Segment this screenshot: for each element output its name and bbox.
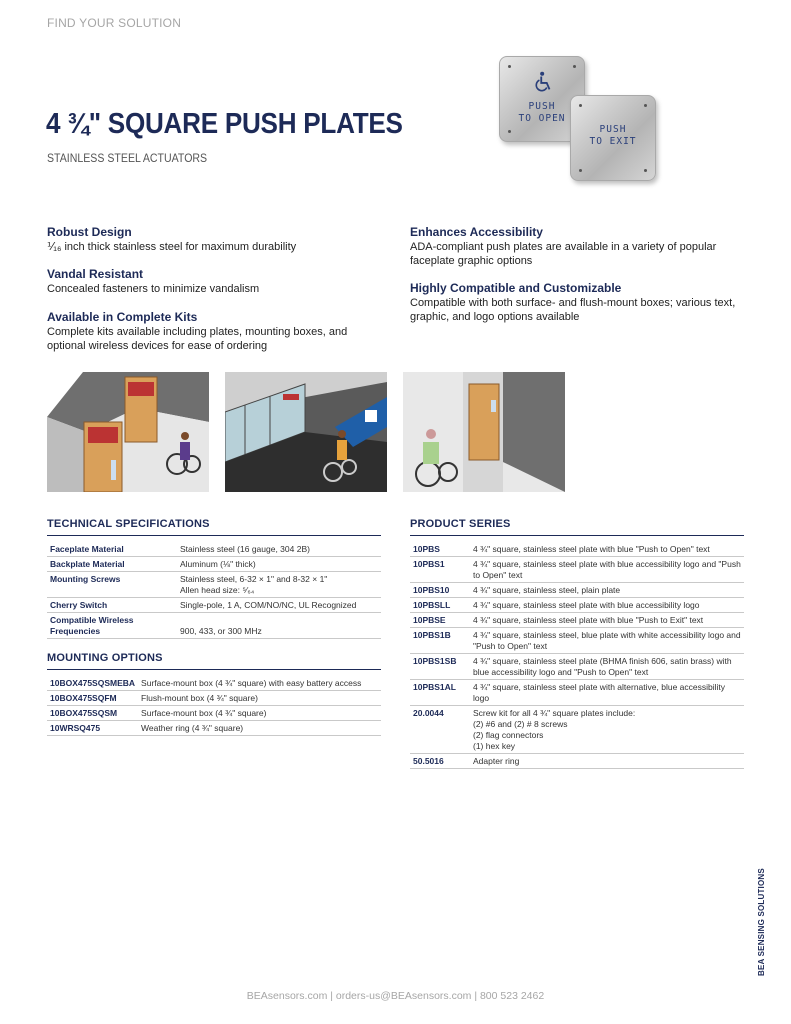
feature-text: Concealed fasteners to minimize vandalism: [47, 283, 260, 295]
series-code: 10PBSLL: [410, 598, 470, 613]
spec-label: Compatible Wireless Frequencies: [47, 613, 177, 639]
illustration-room-door: [403, 372, 565, 492]
series-desc: 4 ¾" square, stainless steel plate (BHMA finish 606, satin brass) with blue accessibility logo and "Push to Open" text: [470, 654, 744, 680]
tech-specs-table: [47, 542, 381, 639]
series-code: 20.0044: [410, 706, 470, 754]
spec-value: Stainless steel, 6-32 × 1" and 8-32 × 1" Allen head size: ⁵⁄₆₄: [177, 572, 381, 598]
table-row: [410, 706, 744, 754]
series-desc: 4 ¾" square, stainless steel plate with alternative, blue accessibility logo: [470, 680, 744, 706]
mounting-desc: Surface-mount box (4 ¾" square): [138, 706, 381, 721]
series-code: 10PBS10: [410, 583, 470, 598]
table-row: [47, 598, 381, 613]
table-row: [410, 628, 744, 654]
mounting-options-table: [47, 676, 381, 736]
series-desc: 4 ¾" square, stainless steel plate with blue accessibility logo: [470, 598, 744, 613]
illustration-hallway-door: [47, 372, 209, 492]
series-code: 10PBSE: [410, 613, 470, 628]
series-desc: 4 ¾" square, stainless steel plate with blue "Push to Open" text: [470, 542, 744, 557]
feature-accessibility: [410, 225, 750, 268]
series-code: 10PBS1B: [410, 628, 470, 654]
divider: [410, 535, 744, 536]
spec-value: Stainless steel (16 gauge, 304 2B): [177, 542, 381, 557]
table-row: [47, 542, 381, 557]
plate2-text: PUSH TO EXIT: [589, 124, 637, 147]
product-series-title: PRODUCT SERIES: [410, 518, 511, 530]
table-row: [410, 654, 744, 680]
push-to-exit-plate: [570, 95, 656, 181]
feature-title: Available in Complete Kits: [47, 310, 198, 324]
series-desc: 4 ¾" square, stainless steel, blue plate with white accessibility logo and "Push to Open" text: [470, 628, 744, 654]
page-title: 4 ¾" SQUARE PUSH PLATES: [46, 108, 403, 140]
feature-title: Vandal Resistant: [47, 267, 144, 281]
spec-value: Aluminum (⅛" thick): [177, 557, 381, 572]
table-row: [410, 754, 744, 769]
divider: [47, 669, 381, 670]
feature-compatible: [410, 281, 750, 324]
series-desc: Screw kit for all 4 ¾" square plates include: (2) #6 and (2) # 8 screws (2) flag connectors (1) hex key: [470, 706, 744, 754]
mounting-code: 10BOX475SQFM: [47, 691, 138, 706]
spec-label: Mounting Screws: [47, 572, 177, 598]
series-desc: Adapter ring: [470, 754, 744, 769]
accessibility-icon: [533, 71, 555, 93]
table-row: [47, 706, 381, 721]
table-row: [47, 557, 381, 572]
spec-label: Cherry Switch: [47, 598, 177, 613]
page-subtitle: STAINLESS STEEL ACTUATORS: [47, 153, 208, 165]
table-row: [47, 613, 381, 639]
feature-text: Compatible with both surface- and flush-mount boxes; various text, graphic, and logo options available: [410, 297, 736, 323]
spec-value: Single-pole, 1 A, COM/NO/NC, UL Recognized: [177, 598, 381, 613]
mounting-desc: Flush-mount box (4 ¾" square): [138, 691, 381, 706]
feature-text: Complete kits available including plates, mounting boxes, and optional wireless devices for ease of ordering: [47, 326, 348, 352]
table-row: [410, 557, 744, 583]
series-code: 10PBS: [410, 542, 470, 557]
spec-label: Faceplate Material: [47, 542, 177, 557]
series-desc: 4 ¾" square, stainless steel, plain plate: [470, 583, 744, 598]
series-code: 50.5016: [410, 754, 470, 769]
series-code: 10PBS1AL: [410, 680, 470, 706]
spec-value: 900, 433, or 300 MHz: [177, 613, 381, 639]
table-row: [410, 542, 744, 557]
series-desc: 4 ¾" square, stainless steel plate with blue accessibility logo and "Push to Open" text: [470, 557, 744, 583]
table-row: [47, 691, 381, 706]
feature-vandal-resistant: [47, 267, 377, 296]
footer-contact: BEAsensors.com | orders-us@BEAsensors.com | 800 523 2462: [246, 990, 545, 1002]
product-series-table: [410, 542, 744, 769]
feature-complete-kits: [47, 310, 367, 353]
series-desc: 4 ¾" square, stainless steel plate with blue "Push to Exit" text: [470, 613, 744, 628]
mounting-code: 10WRSQ475: [47, 721, 138, 736]
plate1-text: PUSH TO OPEN: [518, 101, 566, 124]
feature-title: Highly Compatible and Customizable: [410, 281, 622, 295]
mounting-options-title: MOUNTING OPTIONS: [47, 652, 163, 664]
feature-text: ⅟₁₆ inch thick stainless steel for maximum durability: [47, 241, 297, 253]
table-row: [47, 676, 381, 691]
table-row: [47, 572, 381, 598]
feature-robust-design: [47, 225, 377, 254]
illustration-automatic-doors: [225, 372, 387, 492]
feature-title: Robust Design: [47, 225, 132, 239]
series-code: 10PBS1: [410, 557, 470, 583]
spec-label: Backplate Material: [47, 557, 177, 572]
table-row: [47, 721, 381, 736]
table-row: [410, 598, 744, 613]
table-row: [410, 583, 744, 598]
feature-text: ADA-compliant push plates are available in a variety of popular faceplate graphic options: [410, 241, 717, 267]
sidebar-brand: BEA SENSING SOLUTIONS: [757, 868, 766, 976]
table-row: [410, 613, 744, 628]
section-kicker: FIND YOUR SOLUTION: [47, 16, 182, 30]
mounting-desc: Weather ring (4 ¾" square): [138, 721, 381, 736]
mounting-code: 10BOX475SQSMEBA: [47, 676, 138, 691]
tech-specs-title: TECHNICAL SPECIFICATIONS: [47, 518, 210, 530]
series-code: 10PBS1SB: [410, 654, 470, 680]
feature-title: Enhances Accessibility: [410, 225, 543, 239]
mounting-code: 10BOX475SQSM: [47, 706, 138, 721]
mounting-desc: Surface-mount box (4 ¾" square) with easy battery access: [138, 676, 381, 691]
table-row: [410, 680, 744, 706]
divider: [47, 535, 381, 536]
